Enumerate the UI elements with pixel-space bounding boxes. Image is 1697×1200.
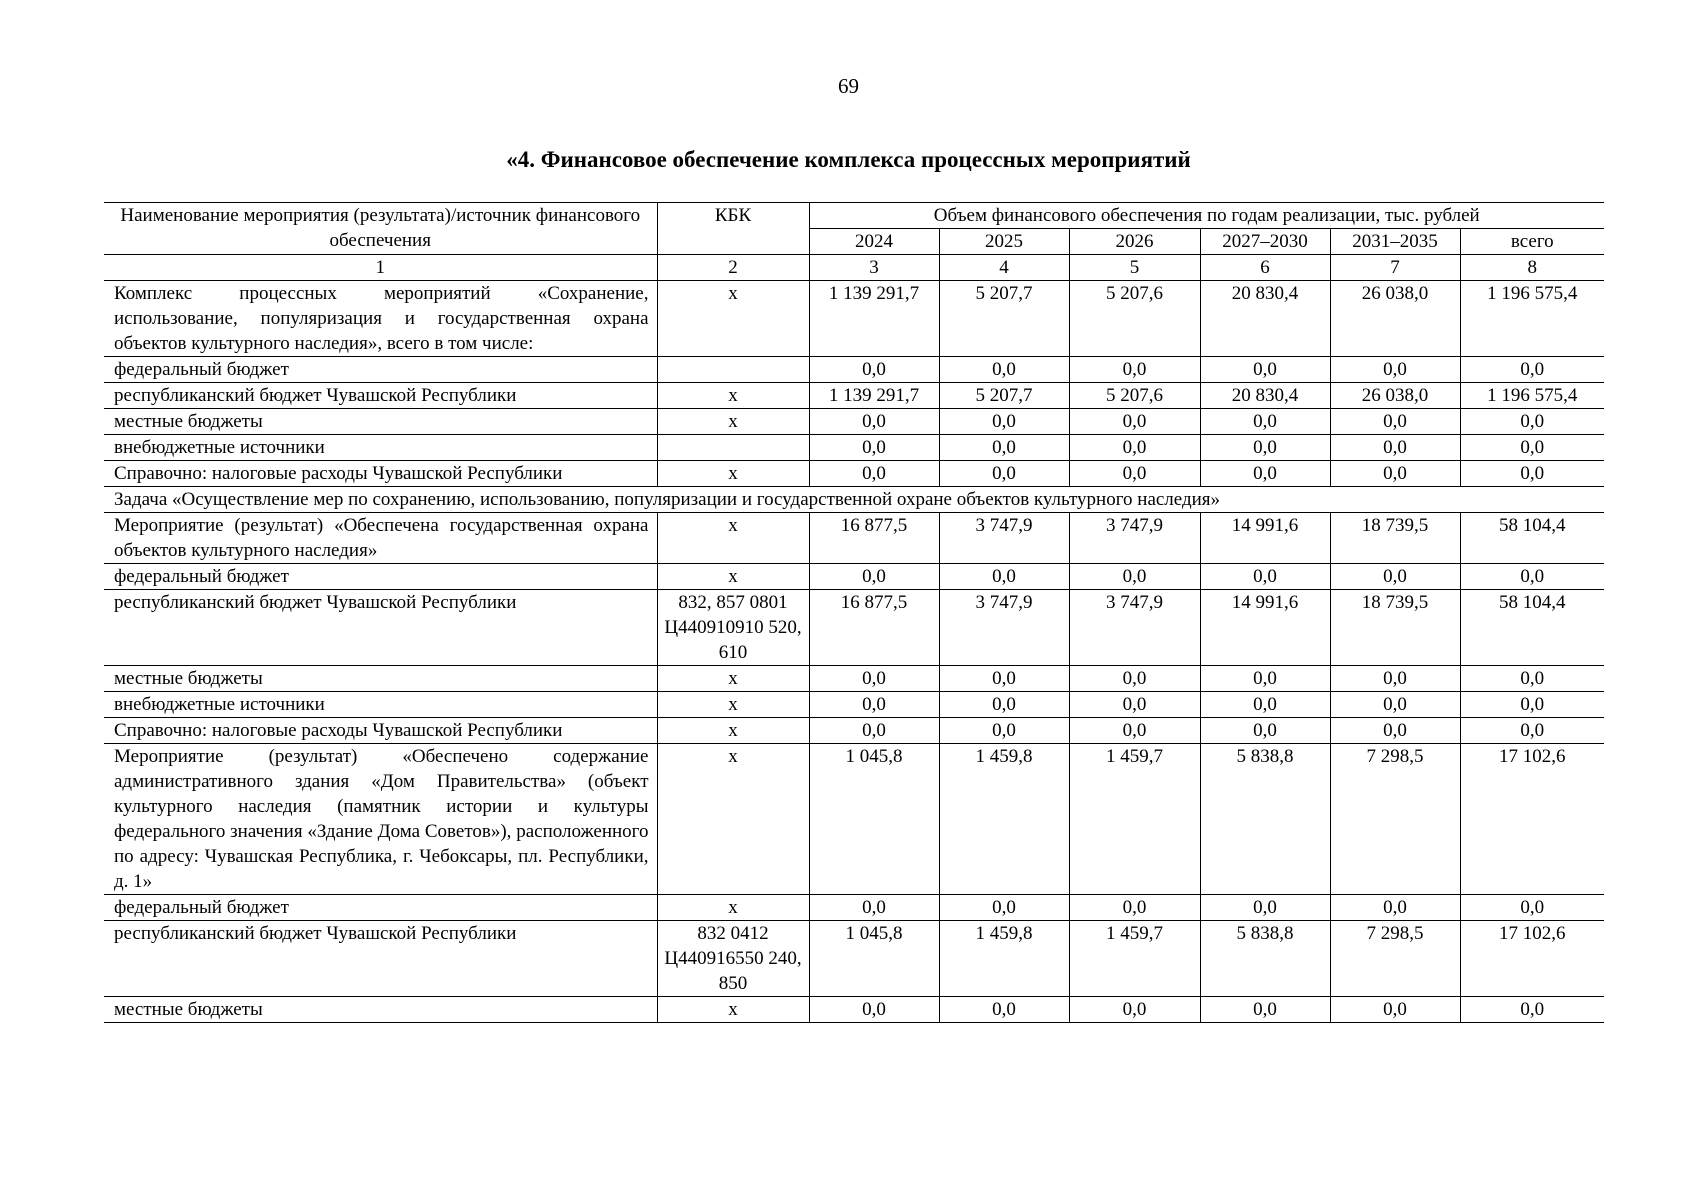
row-value-cell: 3 747,9	[939, 590, 1069, 666]
header-name: Наименование мероприятия (результата)/источник финансового обеспечения	[104, 203, 657, 255]
row-name-cell: Справочно: налоговые расходы Чувашской Республики	[104, 461, 657, 487]
row-name-cell: Мероприятие (результат) «Обеспечено содержание административного здания «Дом Правительства» (объект культурного наследия (памятник истории и культуры федерального значения «Здание Дома Советов»), расположенного по адресу: Чувашская Республика, г. Чебоксары, пл. Республики, д. 1»	[104, 744, 657, 895]
row-value-cell: 18 739,5	[1330, 513, 1460, 564]
row-value-cell: 0,0	[809, 461, 939, 487]
header-volume: Объем финансового обеспечения по годам реализации, тыс. рублей	[809, 203, 1604, 229]
row-name-cell: местные бюджеты	[104, 666, 657, 692]
column-numbers-row	[104, 255, 1604, 281]
row-value-cell: 0,0	[1200, 409, 1330, 435]
row-value-cell: 0,0	[1200, 666, 1330, 692]
row-value-cell: 0,0	[1330, 666, 1460, 692]
row-name-cell: республиканский бюджет Чувашской Республики	[104, 383, 657, 409]
row-value-cell: 0,0	[939, 357, 1069, 383]
row-kbk-cell: х	[657, 461, 809, 487]
row-value-cell: 0,0	[809, 357, 939, 383]
row-value-cell: 5 207,7	[939, 383, 1069, 409]
row-name-cell: федеральный бюджет	[104, 895, 657, 921]
row-name-cell: местные бюджеты	[104, 409, 657, 435]
row-value-cell: 18 739,5	[1330, 590, 1460, 666]
row-value-cell: 0,0	[939, 718, 1069, 744]
row-kbk-cell: х	[657, 383, 809, 409]
row-kbk-cell: х	[657, 666, 809, 692]
table-row	[104, 461, 1604, 487]
header-year: 2024	[809, 229, 939, 255]
row-value-cell: 0,0	[1330, 357, 1460, 383]
row-value-cell: 0,0	[1460, 997, 1604, 1023]
row-value-cell: 7 298,5	[1330, 921, 1460, 997]
row-value-cell: 0,0	[1460, 357, 1604, 383]
row-value-cell: 0,0	[1069, 409, 1200, 435]
row-value-cell: 0,0	[939, 564, 1069, 590]
row-name-cell: республиканский бюджет Чувашской Республики	[104, 590, 657, 666]
row-value-cell: 14 991,6	[1200, 590, 1330, 666]
row-value-cell: 0,0	[1069, 461, 1200, 487]
header-row	[104, 203, 1604, 229]
row-value-cell: 0,0	[939, 435, 1069, 461]
row-value-cell: 17 102,6	[1460, 744, 1604, 895]
row-name-cell: внебюджетные источники	[104, 435, 657, 461]
row-value-cell: 3 747,9	[939, 513, 1069, 564]
row-value-cell: 0,0	[809, 564, 939, 590]
table-row	[104, 895, 1604, 921]
row-kbk-cell: х	[657, 997, 809, 1023]
row-kbk-cell: х	[657, 744, 809, 895]
column-number: 4	[939, 255, 1069, 281]
row-value-cell: 0,0	[809, 692, 939, 718]
table-row	[104, 718, 1604, 744]
row-value-cell: 0,0	[809, 997, 939, 1023]
row-name-cell: внебюджетные источники	[104, 692, 657, 718]
row-value-cell: 1 459,8	[939, 744, 1069, 895]
column-number: 5	[1069, 255, 1200, 281]
row-kbk-cell	[657, 357, 809, 383]
row-value-cell: 26 038,0	[1330, 383, 1460, 409]
row-value-cell: 0,0	[809, 895, 939, 921]
row-value-cell: 0,0	[939, 997, 1069, 1023]
row-name-cell: федеральный бюджет	[104, 357, 657, 383]
row-name-cell: местные бюджеты	[104, 997, 657, 1023]
row-kbk-cell: 832 0412 Ц440916550 240, 850	[657, 921, 809, 997]
row-name-cell: республиканский бюджет Чувашской Республики	[104, 921, 657, 997]
table-row	[104, 692, 1604, 718]
row-value-cell: 20 830,4	[1200, 281, 1330, 357]
row-kbk-cell: х	[657, 718, 809, 744]
row-value-cell: 5 838,8	[1200, 744, 1330, 895]
row-value-cell: 0,0	[1069, 692, 1200, 718]
row-value-cell: 0,0	[939, 461, 1069, 487]
task-cell: Задача «Осуществление мер по сохранению, использованию, популяризации и государственной охране объектов культурного наследия»	[104, 487, 1604, 513]
row-value-cell: 0,0	[939, 409, 1069, 435]
row-value-cell: 5 207,7	[939, 281, 1069, 357]
row-value-cell: 26 038,0	[1330, 281, 1460, 357]
row-value-cell: 7 298,5	[1330, 744, 1460, 895]
row-value-cell: 0,0	[1330, 409, 1460, 435]
table-row	[104, 666, 1604, 692]
row-value-cell: 0,0	[1069, 718, 1200, 744]
header-kbk: КБК	[657, 203, 809, 255]
row-value-cell: 16 877,5	[809, 513, 939, 564]
table-row	[104, 590, 1604, 666]
table-row	[104, 281, 1604, 357]
row-value-cell: 0,0	[1460, 692, 1604, 718]
row-value-cell: 0,0	[1460, 409, 1604, 435]
row-value-cell: 0,0	[1200, 461, 1330, 487]
row-value-cell: 0,0	[1200, 895, 1330, 921]
row-value-cell: 0,0	[1460, 895, 1604, 921]
column-number: 1	[104, 255, 657, 281]
row-value-cell: 0,0	[1330, 692, 1460, 718]
row-value-cell: 0,0	[1330, 435, 1460, 461]
row-value-cell: 20 830,4	[1200, 383, 1330, 409]
row-value-cell: 0,0	[1069, 435, 1200, 461]
row-value-cell: 0,0	[1200, 564, 1330, 590]
row-value-cell: 0,0	[939, 692, 1069, 718]
row-value-cell: 0,0	[939, 895, 1069, 921]
table-row	[104, 744, 1604, 895]
row-value-cell: 0,0	[1330, 895, 1460, 921]
row-value-cell: 0,0	[1200, 718, 1330, 744]
row-value-cell: 58 104,4	[1460, 590, 1604, 666]
row-value-cell: 0,0	[1200, 692, 1330, 718]
header-year: 2026	[1069, 229, 1200, 255]
row-value-cell: 0,0	[809, 435, 939, 461]
row-value-cell: 0,0	[1460, 564, 1604, 590]
header-year: всего	[1460, 229, 1604, 255]
page-number: 69	[838, 74, 859, 98]
row-value-cell: 0,0	[1069, 997, 1200, 1023]
row-kbk-cell	[657, 435, 809, 461]
page-title: «4. Финансовое обеспечение комплекса процессных мероприятий	[506, 147, 1191, 172]
row-kbk-cell: 832, 857 0801 Ц440910910 520, 610	[657, 590, 809, 666]
row-kbk-cell: х	[657, 564, 809, 590]
row-value-cell: 14 991,6	[1200, 513, 1330, 564]
row-kbk-cell: х	[657, 409, 809, 435]
row-value-cell: 1 139 291,7	[809, 383, 939, 409]
table-row	[104, 997, 1604, 1023]
row-value-cell: 0,0	[809, 718, 939, 744]
row-value-cell: 1 459,7	[1069, 744, 1200, 895]
column-number: 2	[657, 255, 809, 281]
row-name-cell: Мероприятие (результат) «Обеспечена государственная охрана объектов культурного наследия»	[104, 513, 657, 564]
column-number: 6	[1200, 255, 1330, 281]
row-value-cell: 1 045,8	[809, 744, 939, 895]
row-value-cell: 0,0	[809, 409, 939, 435]
row-value-cell: 0,0	[1460, 666, 1604, 692]
row-kbk-cell: х	[657, 895, 809, 921]
row-value-cell: 0,0	[1330, 461, 1460, 487]
row-value-cell: 0,0	[809, 666, 939, 692]
row-value-cell: 16 877,5	[809, 590, 939, 666]
row-kbk-cell: х	[657, 692, 809, 718]
column-number: 3	[809, 255, 939, 281]
row-value-cell: 0,0	[1460, 435, 1604, 461]
row-value-cell: 0,0	[1069, 357, 1200, 383]
row-value-cell: 0,0	[1330, 997, 1460, 1023]
row-value-cell: 58 104,4	[1460, 513, 1604, 564]
row-value-cell: 1 459,8	[939, 921, 1069, 997]
row-value-cell: 5 838,8	[1200, 921, 1330, 997]
table-row	[104, 435, 1604, 461]
row-value-cell: 0,0	[1200, 997, 1330, 1023]
table-row	[104, 564, 1604, 590]
row-value-cell: 1 459,7	[1069, 921, 1200, 997]
row-value-cell: 0,0	[1460, 461, 1604, 487]
header-year: 2027–2030	[1200, 229, 1330, 255]
row-name-cell: Справочно: налоговые расходы Чувашской Республики	[104, 718, 657, 744]
row-value-cell: 1 045,8	[809, 921, 939, 997]
table-row	[104, 513, 1604, 564]
column-number: 7	[1330, 255, 1460, 281]
row-value-cell: 1 196 575,4	[1460, 383, 1604, 409]
row-value-cell: 0,0	[1200, 357, 1330, 383]
row-kbk-cell: х	[657, 281, 809, 357]
row-value-cell: 0,0	[1069, 564, 1200, 590]
row-value-cell: 17 102,6	[1460, 921, 1604, 997]
row-kbk-cell: х	[657, 513, 809, 564]
row-value-cell: 0,0	[939, 666, 1069, 692]
header-year: 2025	[939, 229, 1069, 255]
row-value-cell: 0,0	[1330, 564, 1460, 590]
row-value-cell: 0,0	[1069, 666, 1200, 692]
table-row	[104, 383, 1604, 409]
row-value-cell: 0,0	[1460, 718, 1604, 744]
table-row	[104, 357, 1604, 383]
row-value-cell: 1 196 575,4	[1460, 281, 1604, 357]
column-number: 8	[1460, 255, 1604, 281]
table-row	[104, 409, 1604, 435]
row-value-cell: 1 139 291,7	[809, 281, 939, 357]
row-value-cell: 5 207,6	[1069, 281, 1200, 357]
row-value-cell: 0,0	[1069, 895, 1200, 921]
financing-table	[104, 202, 1604, 1023]
task-row	[104, 487, 1604, 513]
row-value-cell: 5 207,6	[1069, 383, 1200, 409]
row-name-cell: федеральный бюджет	[104, 564, 657, 590]
row-value-cell: 0,0	[1330, 718, 1460, 744]
row-value-cell: 3 747,9	[1069, 513, 1200, 564]
row-value-cell: 3 747,9	[1069, 590, 1200, 666]
row-name-cell: Комплекс процессных мероприятий «Сохранение, использование, популяризация и государственная охрана объектов культурного наследия», всего в том числе:	[104, 281, 657, 357]
table-row	[104, 921, 1604, 997]
row-value-cell: 0,0	[1200, 435, 1330, 461]
header-year: 2031–2035	[1330, 229, 1460, 255]
